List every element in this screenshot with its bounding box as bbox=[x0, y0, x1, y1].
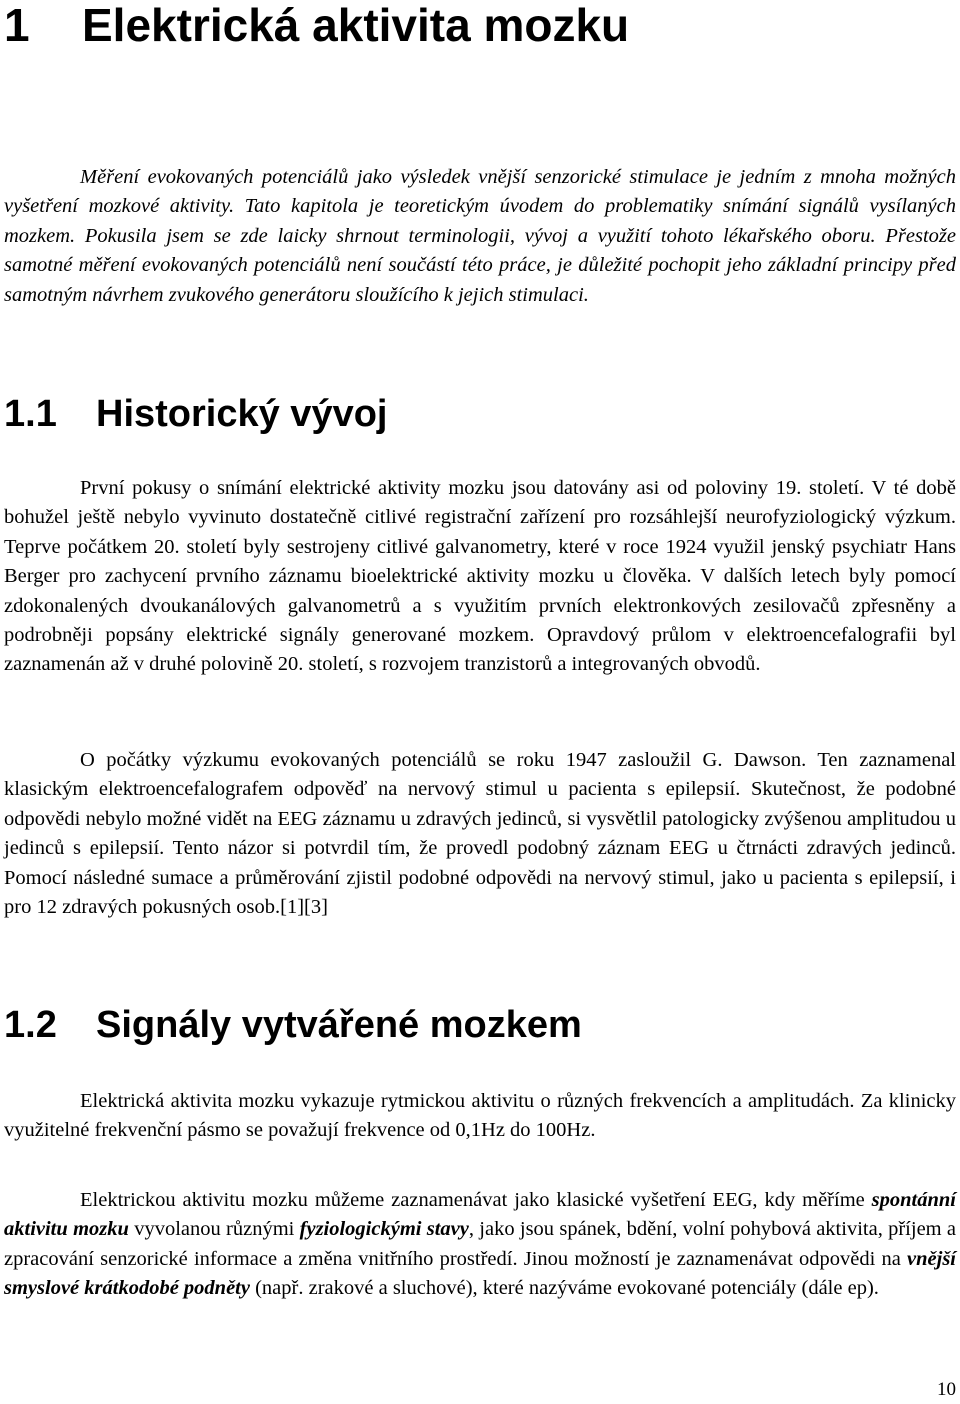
section-heading-signaly bbox=[4, 1006, 582, 1044]
signals-paragraph-2 bbox=[4, 1186, 956, 1304]
signals-paragraph-1: Elektrická aktivita mozku vykazuje rytmickou aktivitu o různých frekvencích a amplitudách. Za klinicky využitelné frekvenční pásmo se považují frekvence od 0,1Hz do 100Hz. bbox=[4, 1090, 956, 1142]
section-title: Historický vývoj bbox=[96, 393, 388, 435]
chapter-heading bbox=[4, 0, 630, 51]
section-number: 1.1 bbox=[4, 393, 57, 435]
paragraph-text: vyvolanou různými bbox=[128, 1218, 300, 1241]
history-paragraph-1: První pokusy o snímání elektrické aktivity mozku jsou datovány asi od poloviny 19. století. V té době bohužel ještě nebylo vyvinuto dostatečně citlivé registrační zařízení pro rozsáhlejší neurofyziologický výzkum. Teprve počátkem 20. století byly sestrojeny citlivé galvanometry, které v roce 1924 využil jenský psychiatr Hans Berger pro zachycení prvního záznamu bioelektrické aktivity mozku u člověka. V dalších letech byly pomocí zdokonalených dvoukanálových galvanometrů a s využitím prvních elektronkových zesilovačů zpřesněny a podrobněji popsány elektrické signály generované mozkem. Opravdový průlom v elektroencefalografii byl zaznamenán až v druhé polovině 20. století, s rozvojem tranzistorů a integrovaných obvodů. bbox=[4, 477, 956, 676]
paragraph-text: (např. zrakové a sluchové), které nazýváme evokované potenciály (dále ep). bbox=[249, 1277, 879, 1300]
chapter-intro-paragraph: Měření evokovaných potenciálů jako výsledek vnější senzorické stimulace je jedním z mnoha možných vyšetření mozkové aktivity. Tato kapitola je teoretickým úvodem do problematiky snímání signálů vysílaných mozkem. Pokusila jsem se zde laicky shrnout terminologii, vývoj a využití tohoto lékařského oboru. Přestože samotné měření evokovaných potenciálů není součástí této práce, je důležité pochopit jeho základní principy před samotným návrhem zvukového generátoru sloužícího k jejich stimulaci. bbox=[4, 166, 956, 306]
section-heading-historicky-vyvoj bbox=[4, 395, 387, 433]
chapter-title: Elektrická aktivita mozku bbox=[82, 0, 630, 51]
section-number: 1.2 bbox=[4, 1004, 57, 1046]
chapter-number: 1 bbox=[4, 0, 30, 51]
paragraph-text: , jako jsou spánek, bdění, volní pohybová aktivita, příjem a zpracování senzorické informace a změna vnitřního prostředí. Jinou možností je zaznamenávat odpovědi na bbox=[4, 1218, 957, 1270]
paragraph-text: Elektrickou aktivitu mozku můžeme zaznamenávat jako klasické vyšetření EEG, kdy měříme bbox=[80, 1189, 872, 1211]
emphasis-vnejsi-podnety: vnější smyslové krátkodobé podněty bbox=[4, 1247, 956, 1300]
emphasis-spontanni-aktivita: spontánní aktivitu mozku bbox=[4, 1189, 956, 1241]
emphasis-fyziologicke-stavy: fyziologickými stavy bbox=[299, 1218, 469, 1241]
page-number: 10 bbox=[937, 1379, 956, 1400]
section-title: Signály vytvářené mozkem bbox=[96, 1004, 582, 1046]
history-paragraph-2: O počátky výzkumu evokovaných potenciálů se roku 1947 zasloužil G. Dawson. Ten zaznamenal klasickým elektroencefalografem odpověď na nervový stimul u pacienta s epilepsií. Skutečnost, že podobné odpovědi nebylo možné vidět na EEG záznamu u zdravých jedinců, si vysvětlil patologicky zvýšenou amplitudou u jedinců s epilepsií. Tento názor si potvrdil tím, že provedl podobný záznam EEG u čtrnácti zdravých jedinců. Pomocí následné sumace a průměrování zjistil podobné odpovědi na nervový stimul, jako u pacienta s epilepsií, i pro 12 zdravých pokusných osob.[1][3] bbox=[4, 749, 956, 919]
